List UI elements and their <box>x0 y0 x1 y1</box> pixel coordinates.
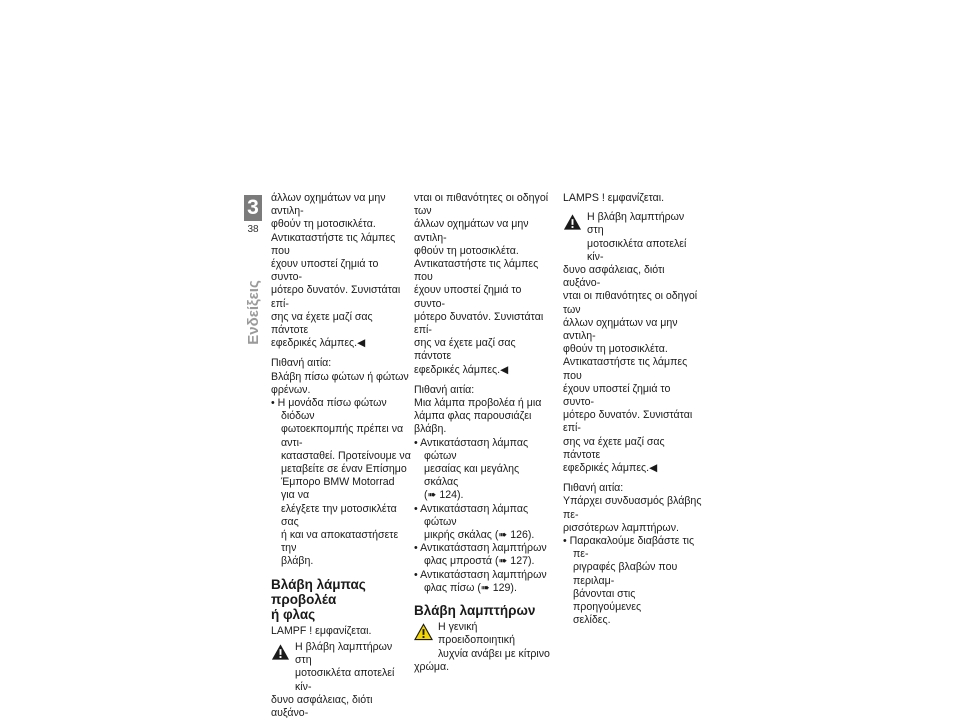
text-column-2 <box>414 192 554 674</box>
section-side-label <box>238 279 268 345</box>
warning-line: Η γενική προειδοποιητική <box>438 621 515 647</box>
bullet-line: βάνονται στις προηγούμενες <box>573 587 642 614</box>
cause-label: Πιθανή αιτία: <box>563 482 624 495</box>
bullet-line: ελέγξετε την μοτοσικλέτα σας <box>281 502 397 528</box>
bullet-item <box>271 397 411 569</box>
warning-line: μοτοσικλέτα αποτελεί κίν- <box>295 667 395 693</box>
warning-triangle-icon <box>563 213 582 231</box>
bullet-line: • Αντικατάσταση λαμπτήρων <box>414 542 547 555</box>
bullet-line: ριγραφές βλαβών που περιλαμ- <box>573 561 678 587</box>
section-heading <box>271 577 411 622</box>
text-line: μότερο δυνατόν. Συνιστάται επί- <box>271 284 401 310</box>
text-line: χρώμα. <box>414 660 450 673</box>
text-line: άλλων οχημάτων να μην αντιλη- <box>271 192 386 218</box>
bullet-line: ή και να αποκαταστήσετε την <box>281 529 399 555</box>
bullet-line: • Αντικατάσταση λάμπας φώτων <box>414 436 529 462</box>
bullet-item <box>563 535 703 627</box>
text-line: Μια λάμπα προβολέα ή μια <box>414 397 542 410</box>
bullet-line: • Αντικατάσταση λαμπτήρων <box>414 568 547 581</box>
text-line: εφεδρικές λάμπες.◀ <box>271 337 366 350</box>
text-column-1 <box>271 192 411 720</box>
text-line: εφεδρικές λάμπες.◀ <box>563 462 658 475</box>
cause-label: Πιθανή αιτία: <box>271 357 332 370</box>
section-heading: Βλάβη λαμπτήρων <box>414 603 536 619</box>
bullet-line: μεσαίας και μεγάλης σκάλας <box>424 463 520 489</box>
display-message: LAMPS ! εμφανίζεται. <box>563 192 665 204</box>
section-title: Ενδείξεις <box>244 279 262 345</box>
text-line: Αντικαταστήστε τις λάμπες που <box>271 231 396 257</box>
chapter-tab <box>244 195 262 221</box>
warning-triangle-icon <box>271 643 290 661</box>
bullet-line: • Η μονάδα πίσω φώτων διόδων <box>271 397 387 423</box>
bullet-line: μικρής σκάλας (➠ 126). <box>424 529 535 542</box>
text-line: φθούν τη μοτοσικλέτα. <box>271 218 376 231</box>
bullet-line: βλάβη. <box>281 555 314 568</box>
bullet-line: φλας πίσω (➠ 129). <box>424 581 517 594</box>
bullet-item <box>414 503 554 543</box>
text-line: Αντικαταστήστε τις λάμπες που <box>414 258 539 284</box>
text-line: μότερο δυνατόν. Συνιστάται επί- <box>414 310 544 337</box>
text-line: δυνο ασφάλειας, διότι αυξάνο- <box>563 264 665 290</box>
bullet-line: φλας μπροστά (➠ 127). <box>424 555 535 568</box>
warning-line: Η βλάβη λαμπτήρων στη <box>587 211 685 237</box>
warning-line: μοτοσικλέτα αποτελεί κίν- <box>587 237 687 263</box>
text-column-3 <box>563 192 703 628</box>
bullet-line: κατασταθεί. Προτείνουμε να <box>281 449 411 462</box>
text-line: φρένων. <box>271 383 311 396</box>
text-line: νται οι πιθανότητες οι οδηγοί των <box>414 192 549 218</box>
text-line: Αντικαταστήστε τις λάμπες που <box>563 356 688 382</box>
text-line: νται οι πιθανότητες οι οδηγοί των <box>563 290 698 316</box>
bullet-line: σελίδες. <box>573 614 611 627</box>
bullet-line: μεταβείτε σε έναν Επίσημο <box>281 463 407 476</box>
chapter-number: 3 <box>247 196 259 219</box>
bullet-line: φωτοεκπομπής πρέπει να αντι- <box>281 423 404 449</box>
text-line: ρισσότερων λαμπτήρων. <box>563 521 679 534</box>
heading-line: ή φλας <box>271 606 316 622</box>
text-line: δυνο ασφάλειας, διότι αυξάνο- <box>271 693 373 719</box>
text-line: άλλων οχημάτων να μην αντιλη- <box>414 218 529 244</box>
bullet-item <box>414 437 554 503</box>
bullet-line: • Παρακαλούμε διαβάστε τις πε- <box>563 535 695 561</box>
bullet-line: (➠ 124). <box>424 489 464 502</box>
warning-note <box>414 621 554 661</box>
bullet-line: • Αντικατάσταση λάμπας φώτων <box>414 502 529 528</box>
warning-line: λυχνία ανάβει με κίτρινο <box>438 647 550 660</box>
text-line: εφεδρικές λάμπες.◀ <box>414 363 509 376</box>
heading-line: Βλάβη λάμπας προβολέα <box>271 576 366 607</box>
text-line: άλλων οχημάτων να μην αντιλη- <box>563 316 678 343</box>
warning-note <box>563 211 703 264</box>
warning-triangle-yellow-icon <box>414 623 433 641</box>
warning-note <box>271 641 411 694</box>
text-line: έχουν υποστεί ζημιά το συντο- <box>271 258 379 284</box>
bullet-item <box>414 569 554 595</box>
text-line: σης να έχετε μαζί σας πάντοτε <box>563 435 665 461</box>
text-line: φθούν τη μοτοσικλέτα. <box>414 244 519 257</box>
text-line: Βλάβη πίσω φώτων ή φώτων <box>271 370 409 383</box>
text-line: φθούν τη μοτοσικλέτα. <box>563 343 668 356</box>
cause-label: Πιθανή αιτία: <box>414 383 475 396</box>
warning-line: Η βλάβη λαμπτήρων στη <box>295 640 393 667</box>
text-line: λάμπα φλας παρουσιάζει βλάβη. <box>414 410 532 436</box>
text-line: Υπάρχει συνδυασμός βλάβης πε- <box>563 495 702 521</box>
bullet-line: Έμπορο BMW Motorrad για να <box>281 476 395 502</box>
display-message: LAMPF ! εμφανίζεται. <box>271 624 372 637</box>
text-line: έχουν υποστεί ζημιά το συντο- <box>414 284 522 310</box>
bullet-item <box>414 542 554 568</box>
text-line: έχουν υποστεί ζημιά το συντο- <box>563 382 671 409</box>
text-line: μότερο δυνατόν. Συνιστάται επί- <box>563 409 693 435</box>
text-line: σης να έχετε μαζί σας πάντοτε <box>414 337 516 363</box>
page-number: 38 <box>247 224 259 235</box>
text-line: σης να έχετε μαζί σας πάντοτε <box>271 310 373 337</box>
